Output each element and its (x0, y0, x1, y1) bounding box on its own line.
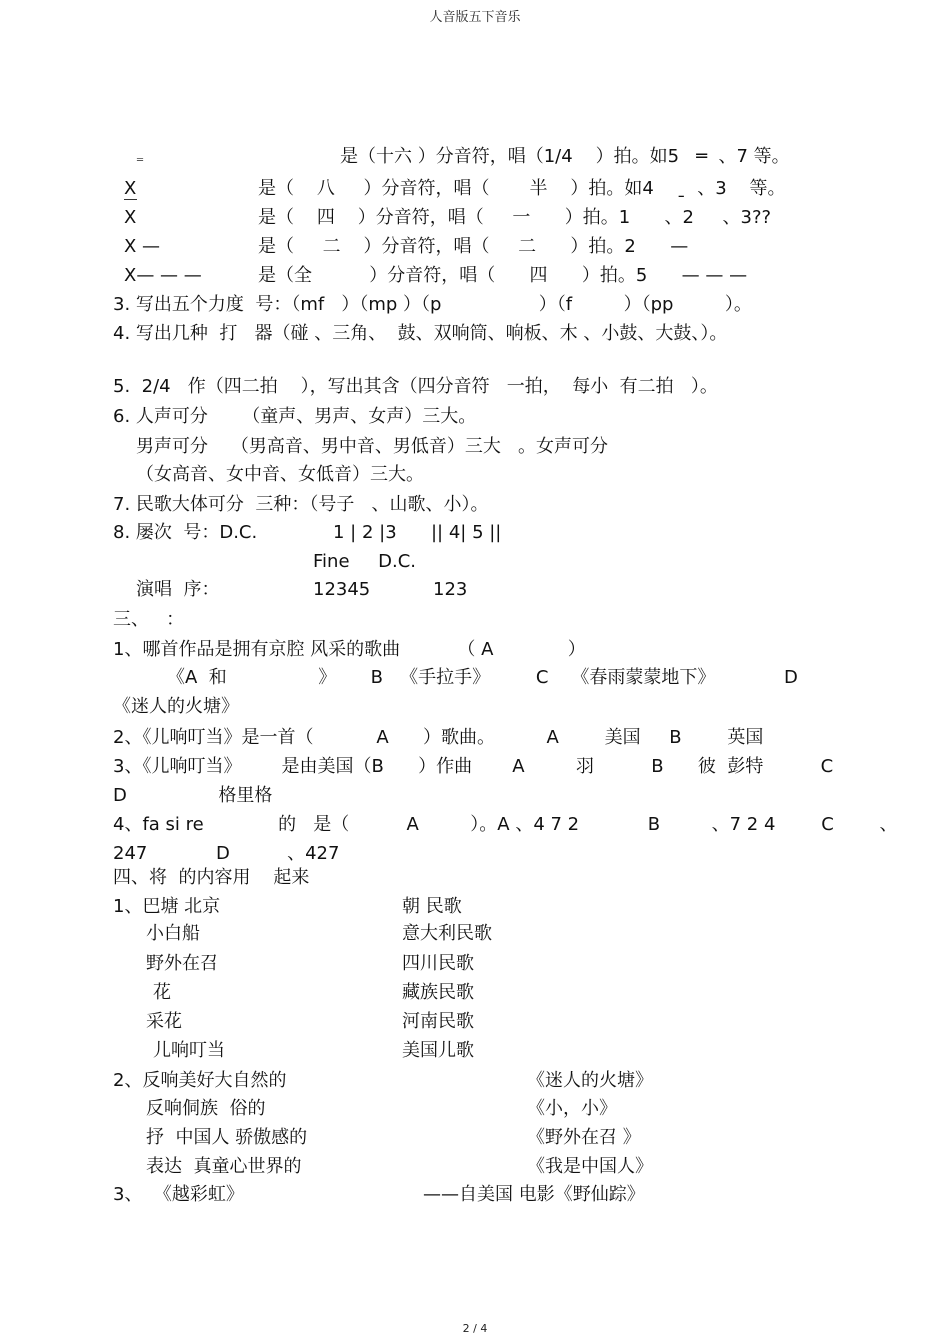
match-left-item: 采花 (146, 1011, 182, 1032)
note-symbol-half: X — (124, 236, 161, 257)
item-repeat-signs: 8. 屡次 号：D.C. (113, 522, 258, 543)
item-voice-types: 6. 人声可分 （童声、男声、女声）三大。 (113, 406, 477, 427)
question-1: 1、哪首作品是拥有京腔 风采的歌曲 （ A ） (113, 639, 586, 660)
match-right-item: 美国儿歌 (402, 1040, 474, 1061)
item-female-voices: （女高音、女中音、女低音）三大。 (136, 464, 424, 485)
match-right-item: 《我是中国人》 (527, 1156, 653, 1177)
note-row-quarter: 是（ 四 ）分音符，唱（ 一 ）拍。1 、2 、3?? (258, 207, 772, 228)
match-left-item: 野外在召 (146, 953, 218, 974)
question-4: 4、fa si re 的 是（ A ）。A 、4 7 2 B 、7 2 4 C 、 (113, 814, 898, 835)
item-male-voices: 男声可分 （男高音、男中音、男低音）三大 。女声可分 (136, 436, 609, 457)
performance-order-label: 演唱 序： (136, 579, 220, 600)
item-time-signature: 5. 2/4 作（四二拍 ），写出其含（四分音符 一拍， 每小 有二拍 ）。 (113, 376, 718, 397)
note-row-eighth: 是（ 八 ）分音符，唱（ 半 ）拍。如4 ˍ 、3 等。 (258, 178, 786, 199)
question-2: 2、《儿响叮当》是一首（ A ）歌曲。 A 美国 B 英国 (113, 727, 764, 748)
item-folk-songs: 7. 民歌大体可分 三种：（号子 、山歌、小）。 (113, 494, 489, 515)
match-right-item: 朝 民歌 (402, 896, 462, 917)
question-4-options: 247 D 、427 (113, 843, 340, 864)
page-footer: 2 / 4 (462, 1322, 488, 1335)
match-left-item: 反响侗族 俗的 (146, 1098, 266, 1119)
match-right-item: 《迷人的火塘》 (527, 1070, 653, 1091)
note-row-half: 是（ 二 ）分音符，唱（ 二 ）拍。2 — (258, 236, 689, 257)
item-dynamics: 3. 写出五个力度 号：（mf ）（mp ）（p ）（f ）（pp ）。 (113, 294, 752, 315)
item-percussion: 4. 写出几种 打 器（碰 、三角、 鼓、双响筒、响板、木 、小鼓、大鼓、）。 (113, 323, 728, 344)
match-right-item: 意大利民歌 (402, 923, 492, 944)
performance-order-second: 123 (433, 579, 468, 600)
match-left-item: 3、 《越彩虹》 (113, 1184, 244, 1205)
match-right-item: 《野外在召 》 (527, 1127, 641, 1148)
section-three-title: 三、 ： (113, 609, 185, 630)
match-right-item: 《小，小》 (527, 1098, 617, 1119)
match-right-item: 四川民歌 (402, 953, 474, 974)
match-left-item: 儿响叮当 (153, 1040, 225, 1061)
match-right-item: 河南民歌 (402, 1011, 474, 1032)
repeat-sign-labels: Fine D.C. (313, 551, 417, 572)
match-left-item: 1、巴塘 北京 (113, 896, 221, 917)
note-symbol-whole: X— — — (124, 265, 202, 286)
match-right-item: ——自美国 电影《野仙踪》 (423, 1184, 645, 1205)
sixteenth-note-beam-marks: ═ (137, 155, 144, 166)
match-left-item: 花 (153, 982, 171, 1003)
note-row-whole: 是（全 ）分音符，唱（ 四 ）拍。5 — — — (258, 265, 748, 286)
performance-order-first: 12345 (313, 579, 371, 600)
page-header: 人音版五下音乐 (429, 10, 521, 25)
question-1-options: 《A 和 》 B 《手拉手》 C 《春雨蒙蒙地下》 D (167, 667, 798, 688)
question-3: 3、《儿响叮当》 是由美国（B ）作曲 A 羽 B 彼 彭特 C (113, 756, 834, 777)
eighth-note-underline (124, 199, 137, 200)
match-left-item: 2、反响美好大自然的 (113, 1070, 287, 1091)
match-left-item: 表达 真童心世界的 (146, 1156, 302, 1177)
match-right-item: 藏族民歌 (402, 982, 474, 1003)
repeat-sign-notation: 1 | 2 |3 || 4| 5 || (333, 522, 502, 543)
match-left-item: 抒 中国人 骄傲感的 (146, 1127, 308, 1148)
note-symbol-quarter: X (124, 207, 137, 228)
note-row-sixteenth: 是（十六 ）分音符，唱（1/4 ）拍。如5 ═ 、7 等。 (340, 146, 790, 167)
question-1-option-d: 《迷人的火塘》 (113, 696, 239, 717)
match-left-item: 小白船 (146, 923, 200, 944)
note-symbol-eighth: X (124, 178, 137, 199)
question-3-option-d: D 格里格 (113, 785, 273, 806)
section-four-title: 四、将 的内容用 起来 (113, 867, 310, 888)
